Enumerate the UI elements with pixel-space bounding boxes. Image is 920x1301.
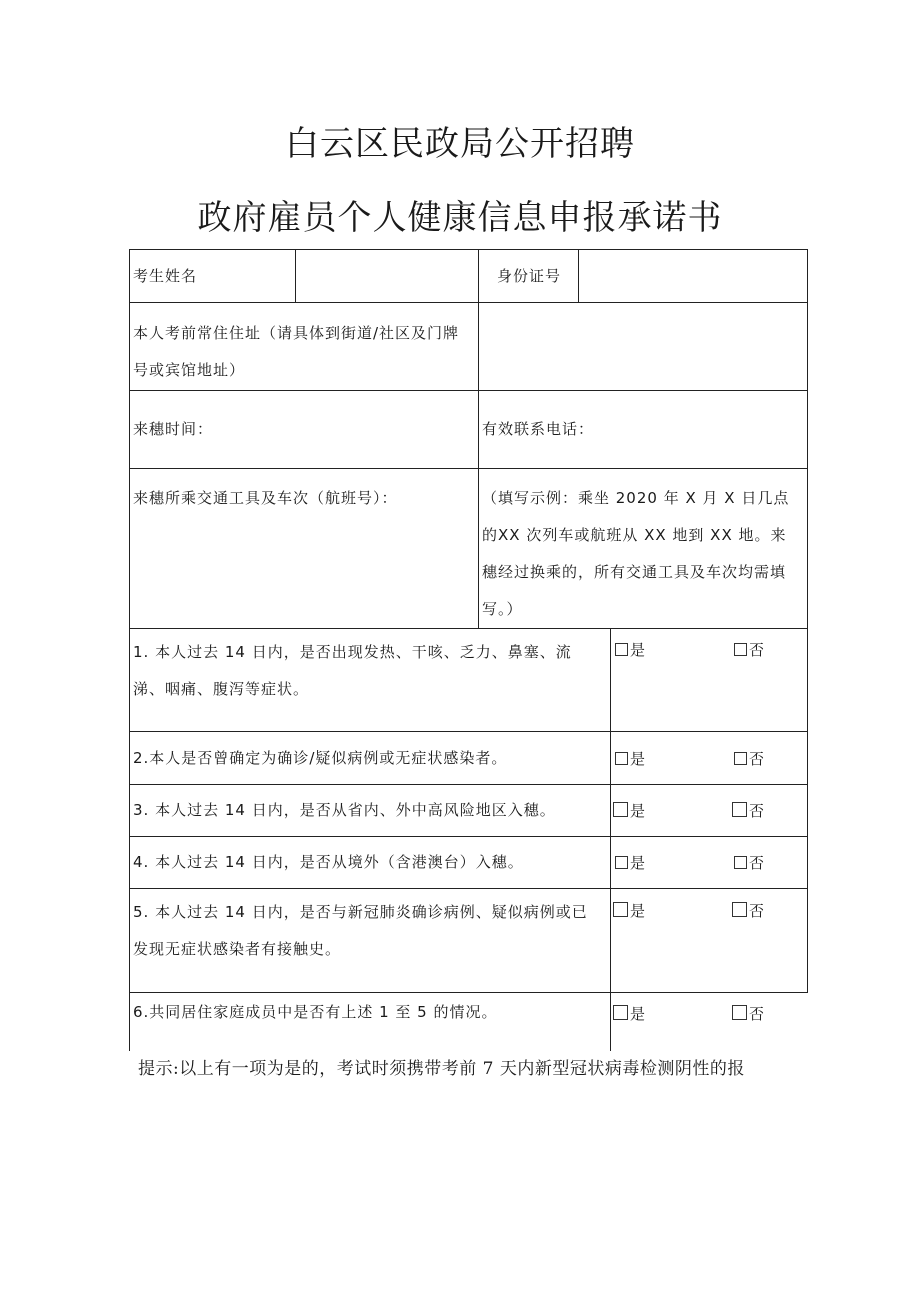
question-6: 6.共同居住家庭成员中是否有上述 1 至 5 的情况。 [133, 1003, 498, 1021]
q6-yes-checkbox[interactable]: 是 [613, 1004, 646, 1024]
checkbox-icon [734, 752, 747, 765]
checkbox-icon [615, 856, 628, 869]
id-input[interactable] [580, 251, 806, 301]
checkbox-icon [613, 802, 628, 817]
checkbox-icon [615, 643, 628, 656]
q2-yes-checkbox[interactable]: 是 [615, 749, 646, 769]
q4-no-checkbox[interactable]: 否 [734, 853, 765, 873]
phone-label: 有效联系电话： [482, 420, 595, 438]
question-1: 1. 本人过去 14 日内，是否出现发热、干咳、乏力、鼻塞、流涕、咽痛、腹泻等症状。 [133, 643, 572, 698]
address-input[interactable] [480, 304, 806, 389]
checkbox-icon [613, 1005, 628, 1020]
document-title-line2: 政府雇员个人健康信息申报承诺书 [197, 198, 723, 238]
checkbox-icon [732, 802, 747, 817]
question-3: 3. 本人过去 14 日内，是否从省内、外中高风险地区入穗。 [133, 801, 556, 819]
question-4: 4. 本人过去 14 日内，是否从境外（含港澳台）入穗。 [133, 853, 524, 871]
name-input[interactable] [297, 251, 477, 301]
hint-text: 提示:以上有一项为是的，考试时须携带考前 7 天内新型冠状病毒检测阴性的报 [138, 1059, 745, 1079]
q2-no-checkbox[interactable]: 否 [734, 749, 765, 769]
checkbox-icon [732, 902, 747, 917]
q3-no-checkbox[interactable]: 否 [732, 801, 765, 821]
arrival-time-label: 来穗时间： [133, 420, 214, 438]
q4-yes-checkbox[interactable]: 是 [615, 853, 646, 873]
address-label: 本人考前常住住址（请具体到街道/社区及门牌号或宾馆地址） [133, 324, 460, 379]
q3-yes-checkbox[interactable]: 是 [613, 801, 646, 821]
q1-no-checkbox[interactable]: 否 [734, 640, 765, 660]
checkbox-icon [732, 1005, 747, 1020]
q5-no-checkbox[interactable]: 否 [732, 901, 765, 921]
checkbox-icon [734, 643, 747, 656]
question-5: 5. 本人过去 14 日内，是否与新冠肺炎确诊病例、疑似病例或已发现无症状感染者有接触史。 [133, 903, 588, 958]
transport-example: （填写示例：乘坐 2020 年 X 月 X 日几点的XX 次列车或航班从 XX 地到 XX 地。来穗经过换乘的，所有交通工具及车次均需填写。） [482, 489, 790, 618]
question-2: 2.本人是否曾确定为确诊/疑似病例或无症状感染者。 [133, 749, 508, 767]
q6-no-checkbox[interactable]: 否 [732, 1004, 765, 1024]
checkbox-icon [613, 902, 628, 917]
transport-label: 来穗所乘交通工具及车次（航班号）： [133, 489, 398, 507]
q1-yes-checkbox[interactable]: 是 [615, 640, 646, 660]
checkbox-icon [615, 752, 628, 765]
q5-yes-checkbox[interactable]: 是 [613, 901, 646, 921]
name-label: 考生姓名 [133, 267, 198, 285]
id-label: 身份证号 [497, 267, 562, 285]
document-title-line1: 白云区民政局公开招聘 [285, 124, 635, 164]
checkbox-icon [734, 856, 747, 869]
